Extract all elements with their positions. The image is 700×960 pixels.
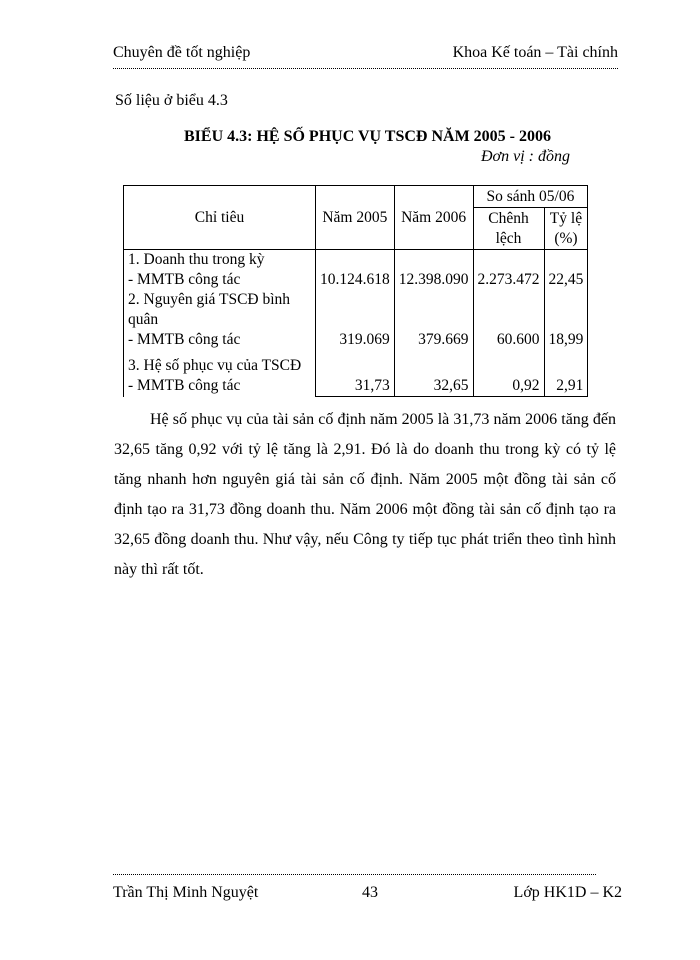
- header-department: Khoa Kế toán – Tài chính: [452, 44, 618, 61]
- page-number: 43: [362, 884, 378, 901]
- footer-author: Trần Thị Minh Nguyệt: [113, 884, 259, 901]
- values-rate: 22,45 18,99 2,91: [544, 250, 588, 397]
- values-2006: 12.398.090 379.669 32,65: [394, 250, 473, 397]
- row-label: 1. Doanh thu trong kỳ - MMTB công tác 2. Nguyên giá TSCĐ bình quân - MMTB công tác 3. Hệ số phục vụ của TSCĐ - MMTB công tác: [124, 250, 316, 397]
- header-title: Chuyên đề tốt nghiệp: [113, 44, 251, 61]
- paragraph-text: Hệ số phục vụ của tài sản cố định năm 2005 là 31,73 năm 2006 tăng đến 32,65 tăng 0,92 với tỷ lệ tăng là 2,91. Đó là do doanh thu trong kỳ có tỷ lệ tăng nhanh hơn nguyên giá tài sản cố định. Năm 2005 một đồng tài sản cố định tạo ra 31,73 đồng doanh thu. Năm 2006 một đồng tài sản cố định tạo ra 32,65 đồng doanh thu. Như vậy, nếu Công ty tiếp tục phát triển theo tình hình này thì rất tốt.: [114, 411, 616, 578]
- analysis-paragraph: [114, 405, 616, 585]
- service-coefficient-table: [123, 185, 588, 397]
- values-difference: 2.273.472 60.600 0,92: [473, 250, 544, 397]
- header-rate: Tỷ lệ (%): [544, 208, 588, 250]
- header-year-2005: Năm 2005: [316, 186, 395, 250]
- unit-label: Đơn vị : đồng: [481, 148, 570, 165]
- values-2005: 10.124.618 319.069 31,73: [316, 250, 395, 397]
- footer-class: Lớp HK1D – K2: [513, 884, 622, 901]
- header-divider: [113, 68, 618, 69]
- table-row: [124, 250, 588, 397]
- source-note: Số liệu ở biểu 4.3: [115, 92, 228, 109]
- header-year-2006: Năm 2006: [394, 186, 473, 250]
- header-difference: Chênh lệch: [473, 208, 544, 250]
- table-title: BIỂU 4.3: HỆ SỐ PHỤC VỤ TSCĐ NĂM 2005 - 2006: [184, 128, 551, 145]
- header-compare: So sánh 05/06: [473, 186, 588, 208]
- footer-divider: [113, 874, 596, 875]
- header-indicator: Chỉ tiêu: [124, 186, 316, 250]
